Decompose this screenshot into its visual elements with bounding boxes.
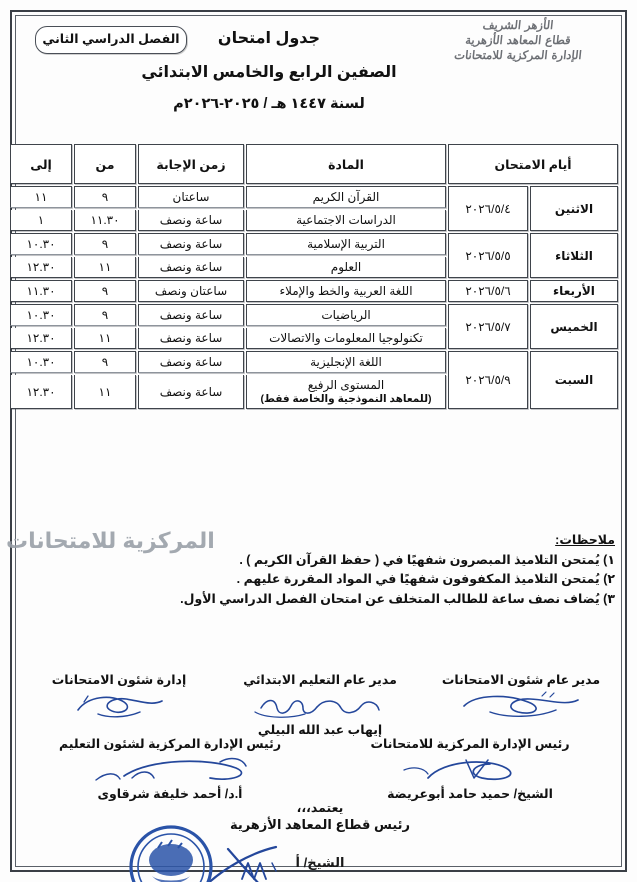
semester-badge: الفصل الدراسي الثاني xyxy=(35,26,187,54)
cell-subject: تكنولوجيا المعلومات والاتصالات xyxy=(246,328,446,349)
cell-duration: ساعة ونصف xyxy=(138,351,244,373)
notes-section xyxy=(27,532,615,609)
note-item: ٢) يُمتحن التلاميذ المكفوفون شفهيًا في المواد المقررة عليهم . xyxy=(236,572,615,587)
handwritten-signature xyxy=(20,688,218,722)
cell-subject: اللغة الإنجليزية xyxy=(246,351,446,373)
page-title xyxy=(119,28,419,112)
letterhead-line-2: قطاع المعاهد الأزهرية xyxy=(464,33,572,48)
cell-to: ١١.٣٠ xyxy=(10,280,72,302)
title-line-3: لسنة ١٤٤٧ هـ / ٢٠٢٥-٢٠٢٦م xyxy=(173,96,365,112)
approval-name: الشيخ/ أ xyxy=(295,855,345,870)
signature-name: إيهاب عبد الله البيلي xyxy=(257,723,383,737)
cell-duration: ساعة ونصف xyxy=(138,328,244,349)
table-header-row xyxy=(10,144,618,184)
cell-to: ١٠.٣٠ xyxy=(10,304,72,326)
approval-handwritten-signature xyxy=(198,839,328,873)
cell-to: ١٠.٣٠ xyxy=(10,351,72,373)
notes-title: ملاحظات: xyxy=(555,533,615,547)
cell-to: ١٠.٣٠ xyxy=(10,233,72,255)
table-row xyxy=(10,280,618,302)
watermark-text: المركزية للامتحانات xyxy=(6,528,215,553)
note-item: ١) يُمتحن التلاميذ المبصرون شفهيًا في ( حفظ القرآن الكريم ) . xyxy=(239,553,615,567)
table-row xyxy=(10,186,618,208)
cell-date: ٢٠٢٦/٥/٦ xyxy=(448,280,528,302)
letterhead-line-1: الأزهر الشريف xyxy=(482,18,555,32)
official-seal-stamp xyxy=(128,824,214,882)
cell-duration: ساعة ونصف xyxy=(138,257,244,278)
signature-label: مدير عام التعليم الابتدائي xyxy=(243,673,397,687)
cell-day: الثلاثاء xyxy=(530,233,618,278)
handwritten-signature xyxy=(221,688,419,722)
table-row xyxy=(10,233,618,255)
cell-day: الأربعاء xyxy=(530,280,618,302)
cell-date: ٢٠٢٦/٥/٤ xyxy=(448,186,528,231)
table-row xyxy=(10,351,618,373)
approval-word: يعتمد،،، xyxy=(296,801,344,815)
cell-subject-note: (للمعاهد النموذجية والخاصة فقط) xyxy=(260,393,432,405)
letterhead-logo xyxy=(423,18,613,64)
cell-duration: ساعتان ونصف xyxy=(138,280,244,302)
signature-central-admin-education xyxy=(20,736,320,801)
column-header-duration: زمن الإجابة xyxy=(138,144,244,184)
cell-duration: ساعة ونصف xyxy=(138,210,244,231)
cell-subject: العلوم xyxy=(246,257,446,278)
cell-to: ١٢.٣٠ xyxy=(10,328,72,349)
cell-day: السبت xyxy=(530,351,618,409)
signature-name: الشيخ/ حميد حامد أبوعريضة xyxy=(387,787,553,801)
schedule-table-body xyxy=(10,186,618,409)
title-line-2: الصفين الرابع والخامس الابتدائي xyxy=(141,64,397,81)
cell-from: ١١ xyxy=(74,375,136,409)
approval-title: رئيس قطاع المعاهد الأزهرية xyxy=(229,817,411,832)
signature-row-1 xyxy=(20,672,620,737)
signature-label: رئيس الإدارة المركزية للامتحانات xyxy=(370,737,570,751)
column-header-from: من xyxy=(74,144,136,184)
cell-from: ٩ xyxy=(74,280,136,302)
cell-from: ١١.٣٠ xyxy=(74,210,136,231)
column-header-subject: المادة xyxy=(246,144,446,184)
cell-subject: التربية الإسلامية xyxy=(246,233,446,255)
cell-day: الاثنين xyxy=(530,186,618,231)
column-header-to: إلى xyxy=(10,144,72,184)
signature-section xyxy=(20,672,620,872)
signature-label: إدارة شئون الامتحانات xyxy=(51,673,187,687)
signature-label: مدير عام شئون الامتحانات xyxy=(441,673,601,687)
handwritten-signature xyxy=(422,688,620,722)
cell-to: ١٢.٣٠ xyxy=(10,375,72,409)
cell-to: ١٢.٣٠ xyxy=(10,257,72,278)
signature-exam-affairs-general-director xyxy=(422,672,620,737)
signature-label: رئيس الإدارة المركزية لشئون التعليم xyxy=(58,737,282,751)
cell-subject: الدراسات الاجتماعية xyxy=(246,210,446,231)
document-header xyxy=(18,18,619,136)
schedule-table-wrapper xyxy=(20,142,620,411)
column-header-day: أيام الامتحان xyxy=(448,144,618,184)
signature-row-2 xyxy=(20,736,620,801)
note-item: ٣) يُضاف نصف ساعة للطالب المتخلف عن امتحان الفصل الدراسي الأول. xyxy=(180,591,615,606)
cell-date: ٢٠٢٦/٥/٧ xyxy=(448,304,528,349)
cell-from: ٩ xyxy=(74,186,136,208)
cell-to: ١١ xyxy=(10,186,72,208)
signature-exam-affairs-dept xyxy=(20,672,218,737)
handwritten-signature xyxy=(20,752,320,786)
table-row xyxy=(10,304,618,326)
signature-central-admin-exams xyxy=(320,736,620,801)
cell-from: ١١ xyxy=(74,257,136,278)
cell-subject: القرآن الكريم xyxy=(246,186,446,208)
title-line-1: جدول امتحان xyxy=(217,30,321,47)
cell-subject: المستوى الرفيع (للمعاهد النموذجية والخاصة فقط) xyxy=(246,375,446,409)
cell-duration: ساعة ونصف xyxy=(138,375,244,409)
handwritten-signature xyxy=(320,752,620,786)
cell-from: ٩ xyxy=(74,351,136,373)
cell-date: ٢٠٢٦/٥/٥ xyxy=(448,233,528,278)
cell-from: ٩ xyxy=(74,233,136,255)
cell-subject: اللغة العربية والخط والإملاء xyxy=(246,280,446,302)
cell-duration: ساعة ونصف xyxy=(138,304,244,326)
exam-schedule-table xyxy=(8,142,620,411)
cell-duration: ساعة ونصف xyxy=(138,233,244,255)
letterhead-line-3: الإدارة المركزية للامتحانات xyxy=(453,48,583,63)
cell-subject: الرياضيات xyxy=(246,304,446,326)
signature-primary-education-director xyxy=(221,672,419,737)
cell-date: ٢٠٢٦/٥/٩ xyxy=(448,351,528,409)
signature-name: أ.د/ أحمد خليفة شرقاوى xyxy=(97,787,243,801)
cell-from: ٩ xyxy=(74,304,136,326)
cell-duration: ساعتان xyxy=(138,186,244,208)
cell-to: ١ xyxy=(10,210,72,231)
cell-from: ١١ xyxy=(74,328,136,349)
cell-day: الخميس xyxy=(530,304,618,349)
